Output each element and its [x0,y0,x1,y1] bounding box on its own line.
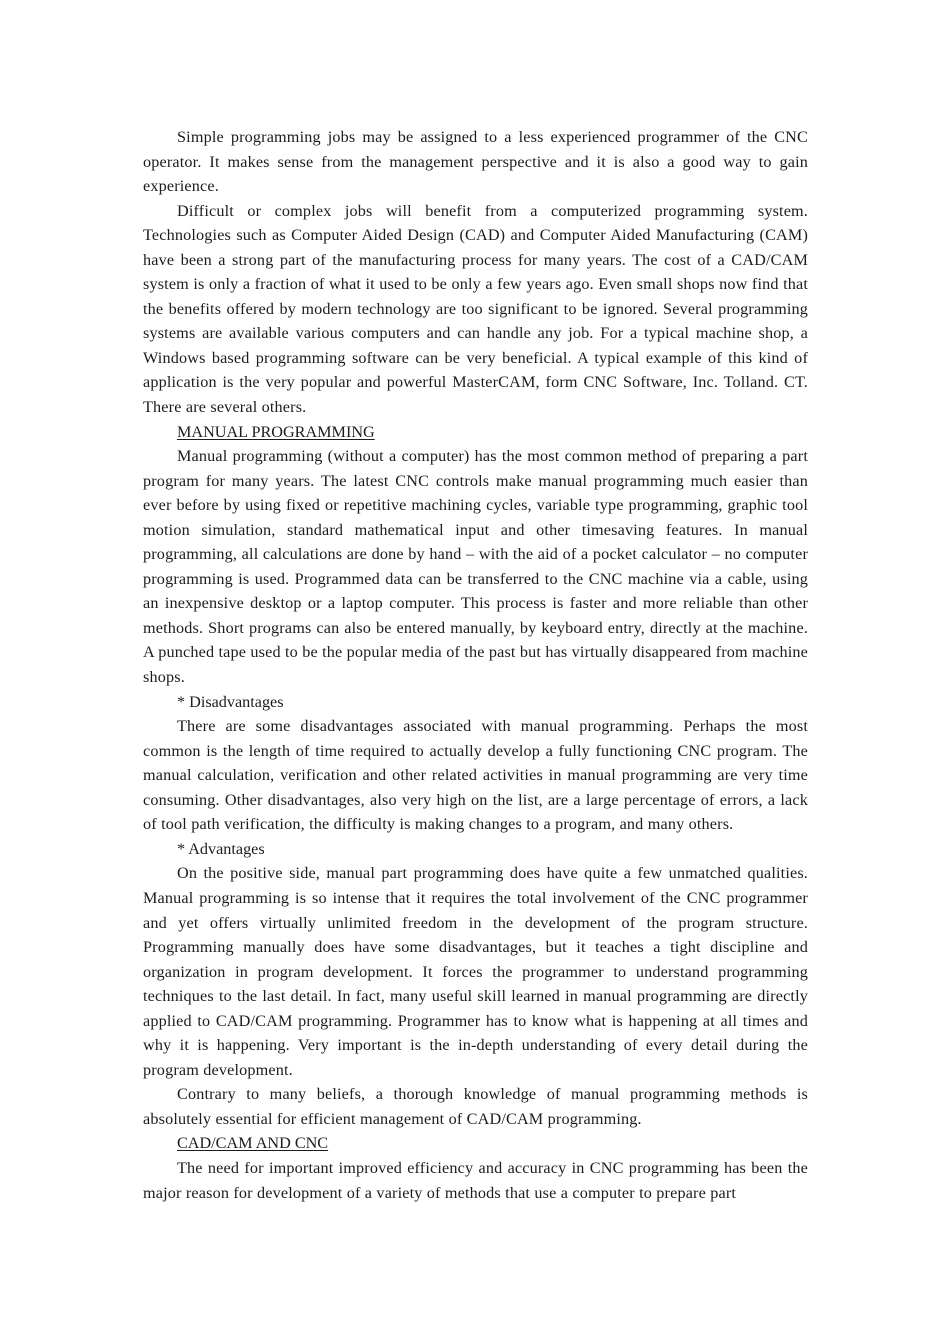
heading-cadcam-and-cnc-label: CAD/CAM AND CNC [177,1134,329,1153]
paragraph-disadvantages-body: There are some disadvantages associated with manual programming. Perhaps the most common is the length of time required to actually develop a fully functioning CNC program. The manual calculation, verification and other related activities in manual programming are very time consuming. Other disadvantages, also very high on the list, are a large percentage of errors, a lack of tool path verification, the difficulty is making changes to a program, and many others. [143,717,808,834]
paragraph-contrary-to-many-beliefs: Contrary to many beliefs, a thorough knowledge of manual programming methods is absolutely essential for efficient management of CAD/CAM programming. [143,1085,808,1128]
heading-manual-programming [143,420,808,445]
paragraph-manual-programming-intro: Manual programming (without a computer) has the most common method of preparing a part program for many years. The latest CNC controls make manual programming much easier than ever before by using fixed or repetitive machining cycles, variable type programming, graphic tool motion simulation, standard mathematical input and other timesaving features. In manual programming, all calculations are done by hand – with the aid of a pocket calculator – no computer programming is used. Programmed data can be transferred to the CNC machine via a cable, using an inexpensive desktop or a laptop computer. This process is faster and more reliable than other methods. Short programs can also be entered manually, by keyboard entry, directly at the machine. A punched tape used to be the popular media of the past but has virtually disappeared from machine shops. [143,447,809,687]
heading-manual-programming-label: MANUAL PROGRAMMING [177,422,375,441]
bullet-advantages: * Advantages [177,839,265,858]
paragraph-difficult-or-complex-jobs: Difficult or complex jobs will benefit from a computerized programming system. Technologies such as Computer Aided Design (CAD) and Computer Aided Manufacturing (CAM) have been a strong part of the manufacturing process for many years. The cost of a CAD/CAM system is only a fraction of what it used to be only a few years ago. Even small shops now find that the benefits offered by modern technology are too significant to be ignored. Several programming systems are available various computers and can handle any job. For a typical machine shop, a Windows based programming software can be very beneficial. A typical example of this kind of application is the very popular and powerful MasterCAM, form CNC Software, Inc. Tolland. CT. There are several others. [143,201,808,417]
heading-cadcam-and-cnc [143,1131,808,1156]
paragraph-cadcam-and-cnc-body: The need for important improved efficiency and accuracy in CNC programming has been the major reason for development of a variety of methods that use a computer to prepare part [143,1158,808,1202]
paragraph-simple-programming-jobs: Simple programming jobs may be assigned to a less experienced programmer of the CNC operator. It makes sense from the management perspective and it is also a good way to gain experience. [143,128,808,196]
bullet-disadvantages: * Disadvantages [177,692,284,711]
document-text-column [143,125,808,1205]
paragraph-advantages-body: On the positive side, manual part programming does have quite a few unmatched qualities. Manual programming is so intense that it requires the total involvement of the CNC programmer and yet offers virtually unlimited freedom in the development of the program structure. Programming manually does have some disadvantages, but it teaches a tight discipline and organization in program development. It forces the programmer to understand programming techniques to the last detail. In fact, many useful skill learned in manual programming are directly applied to CAD/CAM programming. Programmer has to know what is happening at all times and why it is happening. Very important is the in-depth understanding of every detail during the program development. [143,864,808,1079]
